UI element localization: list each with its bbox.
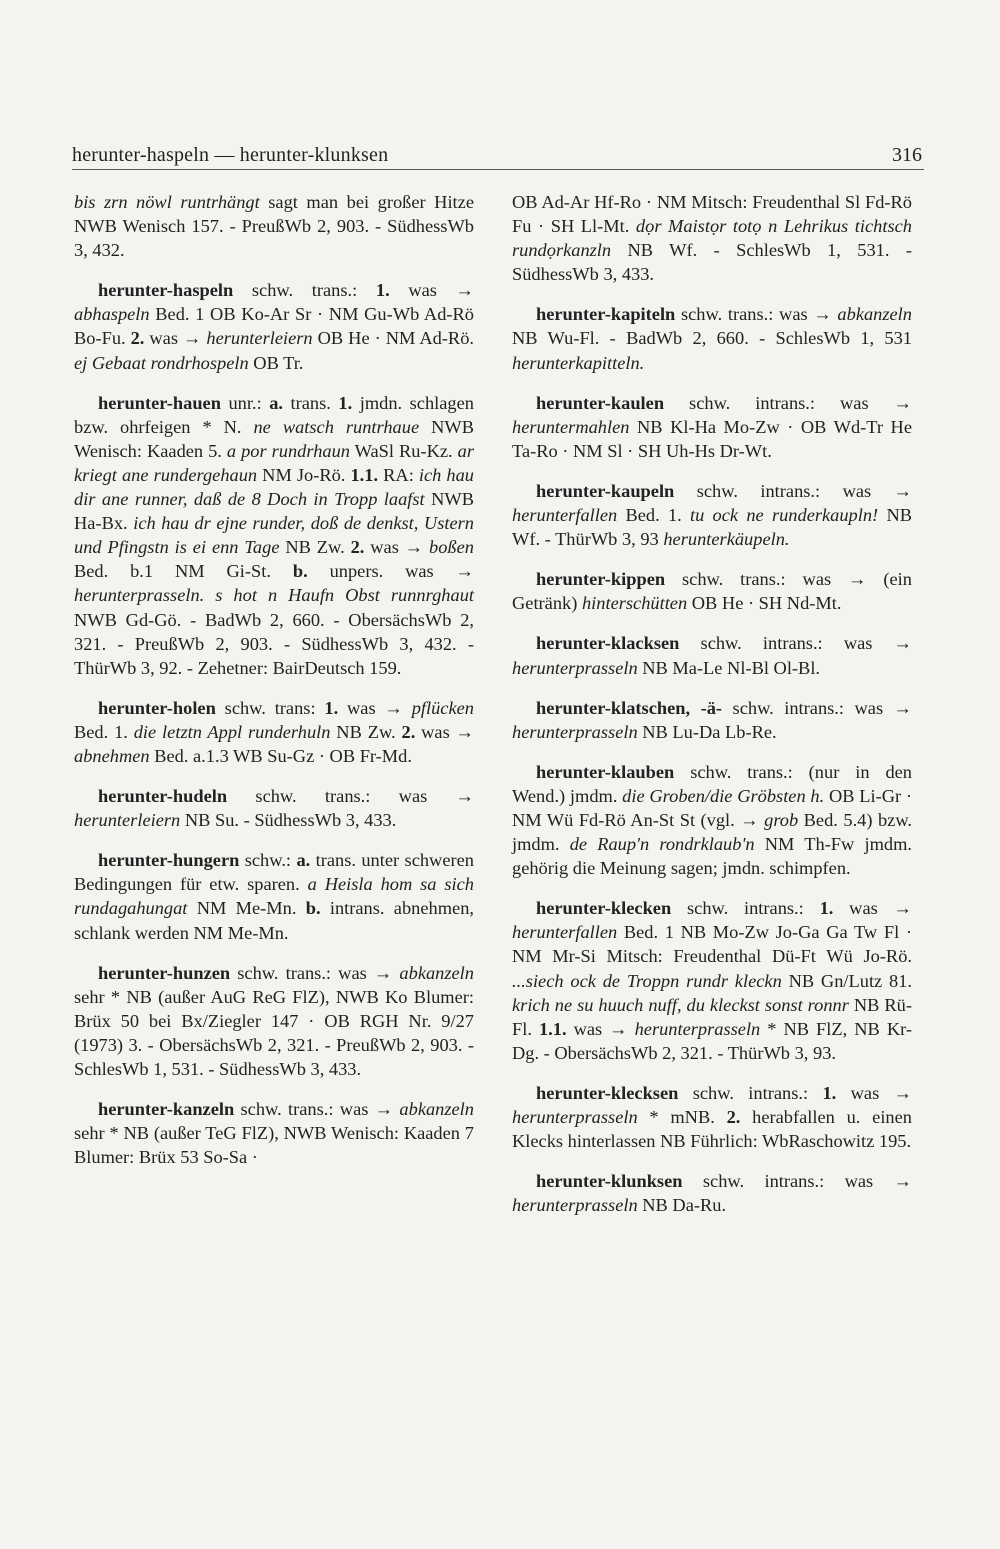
italic-text: herunterprasseln <box>634 1018 761 1039</box>
italic-text: herunterprasseln <box>512 657 638 678</box>
entry-text: NB Kl-Ha Mo-Zw · OB Wd-Tr He Ta-Ro · NM Sl · SH Uh-Hs Dr-Wt. <box>512 416 912 461</box>
entry-text: OB He · NM Ad-Rö. <box>312 328 474 349</box>
dictionary-entry <box>512 567 912 615</box>
entry-text: was → <box>389 280 474 301</box>
italic-text: herunterfallen <box>512 922 618 943</box>
sense-number: 1. <box>822 1082 837 1103</box>
entry-headword: herunter-kaupeln <box>536 480 675 501</box>
entry-text: was → <box>415 721 475 742</box>
sense-number: 1. <box>375 280 390 301</box>
entry-text: sehr * NB (außer TeG FlZ), NWB Wenisch: Kaaden 7 Blumer: Brüx 53 So-Sa · <box>74 1123 474 1168</box>
entry-text: jmdn. schlagen bzw. ohrfeigen * N. <box>74 392 474 437</box>
sense-number: 2. <box>726 1107 741 1127</box>
entry-headword: herunter-hunzen <box>98 962 231 983</box>
italic-text: ich hau dr ejne runder, doß de denkst, Ustern und Pfingstn is ei enn Tage <box>74 513 474 558</box>
entry-text: OB Li-Gr · NM Wü Fd-Rö An-St St (vgl. → <box>512 785 913 830</box>
dictionary-entry <box>512 631 912 679</box>
entry-text: * NB FlZ, NB Kr-Dg. - ObersächsWb 2, 321. - ThürWb 3, 93. <box>512 1018 912 1063</box>
italic-text: abkanzeln <box>399 962 474 983</box>
entry-text: schw. intrans.: <box>671 898 820 919</box>
entry-text: OB Ad-Ar Hf-Ro · NM Mitsch: Freudenthal Sl Fd-Rö Fu · SH Ll-Mt. <box>512 192 912 237</box>
dictionary-entry <box>512 302 912 374</box>
dictionary-entry <box>74 391 474 680</box>
italic-text: ...siech ock de Troppn rundr kleckn <box>512 970 782 991</box>
left-column <box>74 190 474 1185</box>
entry-text: Bed. 1 OB Ko-Ar Sr · NM Gu-Wb Ad-Rö Bo-Fu. <box>74 304 474 349</box>
entry-text: NB Wf. - ThürWb 3, 93 <box>512 505 912 550</box>
italic-text: die letztn Appl runderhuln <box>133 721 331 742</box>
entry-headword: herunter-holen <box>98 697 216 718</box>
italic-text: herunterprasseln <box>512 1107 638 1127</box>
entry-text: schw. trans.: (nur in den Wend.) jmdm. <box>512 761 912 806</box>
sense-number: a. <box>269 392 284 413</box>
italic-text: herunterprasseln <box>512 721 638 742</box>
sense-number: 1.1. <box>538 1018 567 1039</box>
italic-text: de Raup'n rondrklaub'n <box>569 834 755 855</box>
entry-text: NB Wu-Fl. - BadWb 2, 660. - SchlesWb 1, 531 <box>512 328 912 349</box>
dictionary-entry <box>512 1169 912 1217</box>
entry-text: NM Th-Fw jmdm. gehörig die Meinung sagen; jmdn. schimpfen. <box>512 834 912 879</box>
entry-headword: herunter-haspeln <box>98 280 234 301</box>
dictionary-entry <box>512 696 912 744</box>
dictionary-entry <box>512 760 912 880</box>
italic-text: ar kriegt ane rundergehaun <box>74 440 474 485</box>
entry-text: Bed. b.1 NM Gi-St. <box>74 561 293 582</box>
entry-text: OB He · SH Nd-Mt. <box>687 593 842 614</box>
italic-text: herunterleiern <box>206 328 313 349</box>
entry-headword: herunter-klatschen, -ä- <box>536 697 723 718</box>
entry-text: intrans. abnehmen, schlank werden NM Me-Mn. <box>74 898 474 943</box>
entry-continuation <box>512 190 912 286</box>
dictionary-entry <box>512 1081 912 1153</box>
entry-headword: herunter-hauen <box>98 392 221 413</box>
dictionary-entry <box>512 896 912 1065</box>
entry-continuation <box>74 190 474 262</box>
entry-text: Bed. a.1.3 WB Su-Gz · OB Fr-Md. <box>149 745 412 766</box>
italic-text: herunterkapitteln. <box>512 352 645 373</box>
entry-headword: herunter-kippen <box>536 569 666 590</box>
entry-headword: herunter-klauben <box>536 761 675 782</box>
entry-text: Bed. 1. <box>74 721 134 742</box>
entry-text: unr.: <box>220 392 270 413</box>
italic-text: heruntermahlen <box>512 416 630 437</box>
italic-text: hinterschütten <box>581 593 688 614</box>
entry-text: was → <box>144 328 207 349</box>
entry-text: herabfallen u. einen Klecks hinterlassen NB Führlich: WbRaschowitz 195. <box>512 1107 912 1152</box>
entry-text: schw. intrans.: <box>678 1082 823 1103</box>
entry-text: NB Lu-Da Lb-Re. <box>637 721 777 742</box>
entry-text: NB Ma-Le Nl-Bl Ol-Bl. <box>637 657 821 678</box>
entry-text: * mNB. <box>637 1107 727 1127</box>
entry-headword: herunter-klacksen <box>536 633 680 654</box>
entry-text: NB Da-Ru. <box>637 1195 727 1216</box>
entry-headword: herunter-klecksen <box>536 1082 679 1103</box>
italic-text: ich hau dir ane runner, daß de 8 Doch in Tropp laafst <box>74 464 474 510</box>
entry-text: was → <box>566 1018 635 1039</box>
entry-text: NB Gn/Lutz 81. <box>781 970 912 991</box>
entry-text: schw. intrans.: was → <box>679 633 912 654</box>
dictionary-entry <box>74 961 474 1081</box>
italic-text: ej Gebaat rondrhospeln <box>74 352 249 373</box>
italic-text: ne watsch runtrhaue <box>253 416 420 437</box>
sense-number: b. <box>305 898 321 919</box>
entry-headword: herunter-hungern <box>98 850 240 871</box>
italic-text: abhaspeln <box>74 304 150 325</box>
italic-text: herunterprasseln <box>512 1195 638 1216</box>
running-header <box>72 143 924 170</box>
entry-headword: herunter-kaulen <box>536 392 665 413</box>
entry-text: sagt man bei großer Hitze NWB Wenisch 157. - PreußWb 2, 903. - SüdhessWb 3, 432. <box>74 192 474 261</box>
entry-text: NM Jo-Rö. <box>257 464 351 485</box>
entry-text: was → <box>338 697 412 718</box>
sense-number: 2. <box>401 721 416 742</box>
entry-text: schw.: <box>239 850 297 871</box>
sense-number: 1. <box>338 392 353 413</box>
italic-text: abkanzeln <box>399 1099 474 1120</box>
entry-text: schw. trans.: was → <box>675 304 838 325</box>
italic-text: tu ock ne runderkaupln! <box>690 505 879 526</box>
entry-text: NB Zw. <box>279 537 351 558</box>
entry-text: schw. trans.: was → (ein Getränk) <box>512 569 912 614</box>
italic-text: herunterprasseln. s hot n Haufn Obst runnrghaut <box>74 585 474 606</box>
entry-headword: herunter-hudeln <box>98 786 228 807</box>
entry-text: schw. intrans.: was → <box>674 480 912 501</box>
entry-text: schw. trans.: was → <box>227 786 474 807</box>
entry-headword: herunter-kanzeln <box>98 1099 235 1120</box>
entry-text: WaSl Ru-Kz. <box>349 440 458 461</box>
dictionary-entry <box>74 278 474 374</box>
italic-text: a Heisla hom sa sich rundagahungat <box>74 874 474 919</box>
italic-text: herunterfallen <box>512 505 618 526</box>
entry-headword: herunter-kapiteln <box>536 304 676 325</box>
entry-text: Bed. 5.4) bzw. jmdm. <box>512 809 913 855</box>
entry-text: NWB Gd-Gö. - BadWb 2, 660. - ObersächsWb 2, 321. - PreußWb 2, 903. - SüdhessWb 3, 432. - ThürWb 3, 92. - Zehetner: BairDeutsch 159. <box>74 609 474 678</box>
entry-headword: herunter-klunksen <box>536 1171 683 1192</box>
dictionary-entry <box>74 784 474 832</box>
entry-text: trans. <box>283 392 339 413</box>
italic-text: a por rundrhaun <box>226 440 350 461</box>
italic-text: die Groben/die Gröbsten h. <box>622 785 825 806</box>
entry-text: RA: <box>378 464 419 485</box>
entry-text: Bed. 1 NB Mo-Zw Jo-Ga Ga Tw Fl · NM Mr-Si Mitsch: Freudenthal Dü-Ft Wü Jo-Rö. <box>512 922 912 967</box>
entry-text: trans. unter schweren Bedingungen für etw. sparen. <box>74 850 474 895</box>
dictionary-entry <box>74 1097 474 1169</box>
italic-text: krich ne su huuch nuff, du kleckst sonst ronnr <box>512 994 849 1015</box>
right-column <box>512 190 912 1233</box>
entry-text: was → <box>364 537 430 558</box>
sense-number: 1. <box>819 898 834 919</box>
entry-text: NB Rü-Fl. <box>512 994 912 1039</box>
entry-text: schw. intrans.: was → <box>682 1171 912 1192</box>
italic-text: pflücken <box>411 697 474 718</box>
entry-text: Bed. 1. <box>617 505 690 526</box>
sense-number: 1. <box>324 697 339 718</box>
sense-number: 1.1. <box>350 464 379 485</box>
sense-number: b. <box>292 561 308 582</box>
header-title: herunter-haspeln — herunter-klunksen <box>72 144 389 166</box>
entry-text: schw. trans.: was → <box>234 1099 400 1120</box>
sense-number: 2. <box>350 537 365 558</box>
entry-text: schw. trans.: <box>233 280 376 301</box>
sense-number: a. <box>296 850 311 871</box>
italic-text: boßen <box>429 537 474 558</box>
entry-text: NM Me-Mn. <box>187 898 306 919</box>
dictionary-entry <box>74 696 474 768</box>
entry-text: NB Zw. <box>330 721 402 742</box>
italic-text: herunterkäupeln. <box>663 529 790 550</box>
italic-text: grob <box>764 809 799 830</box>
entry-text: schw. trans.: was → <box>230 962 400 983</box>
italic-text: herunterleiern <box>74 810 181 831</box>
entry-text: OB Tr. <box>248 352 304 373</box>
entry-text: schw. intrans.: was → <box>664 392 912 413</box>
entry-text: NB Wf. - SchlesWb 1, 531. - SüdhessWb 3, 433. <box>512 240 912 285</box>
entry-headword: herunter-klecken <box>536 898 672 919</box>
italic-text: abkanzeln <box>837 304 912 325</box>
page-number: 316 <box>892 144 922 166</box>
italic-text: bis zrn nöwl runtrhängt <box>74 192 260 212</box>
entry-text: was → <box>833 898 912 919</box>
entry-text: NB Su. - SüdhessWb 3, 433. <box>180 810 397 831</box>
entry-text: sehr * NB (außer AuG ReG FlZ), NWB Ko Blumer: Brüx 50 bei Bx/Ziegler 147 · OB RGH Nr. 9/27 (1973) 3. - ObersächsWb 2, 321. - PreußWb 2, 903. - SchlesWb 1, 531. - SüdhessWb 3, 433. <box>74 986 474 1079</box>
entry-text: schw. trans: <box>215 697 325 718</box>
dictionary-entry <box>512 391 912 463</box>
sense-number: 2. <box>130 328 145 349</box>
entry-text: unpers. was → <box>307 561 474 582</box>
italic-text: abnehmen <box>74 745 150 766</box>
entry-text: was → <box>836 1082 912 1103</box>
entry-text: NWB Ha-Bx. <box>74 489 474 534</box>
dictionary-entry <box>74 848 474 944</box>
entry-text: schw. intrans.: was → <box>722 697 913 718</box>
dictionary-entry <box>512 479 912 551</box>
entry-text: NWB Wenisch: Kaaden 5. <box>74 416 474 461</box>
italic-text: dọr Maistọr totọ n Lehrikus tichtsch rundọrkanzln <box>512 216 912 261</box>
